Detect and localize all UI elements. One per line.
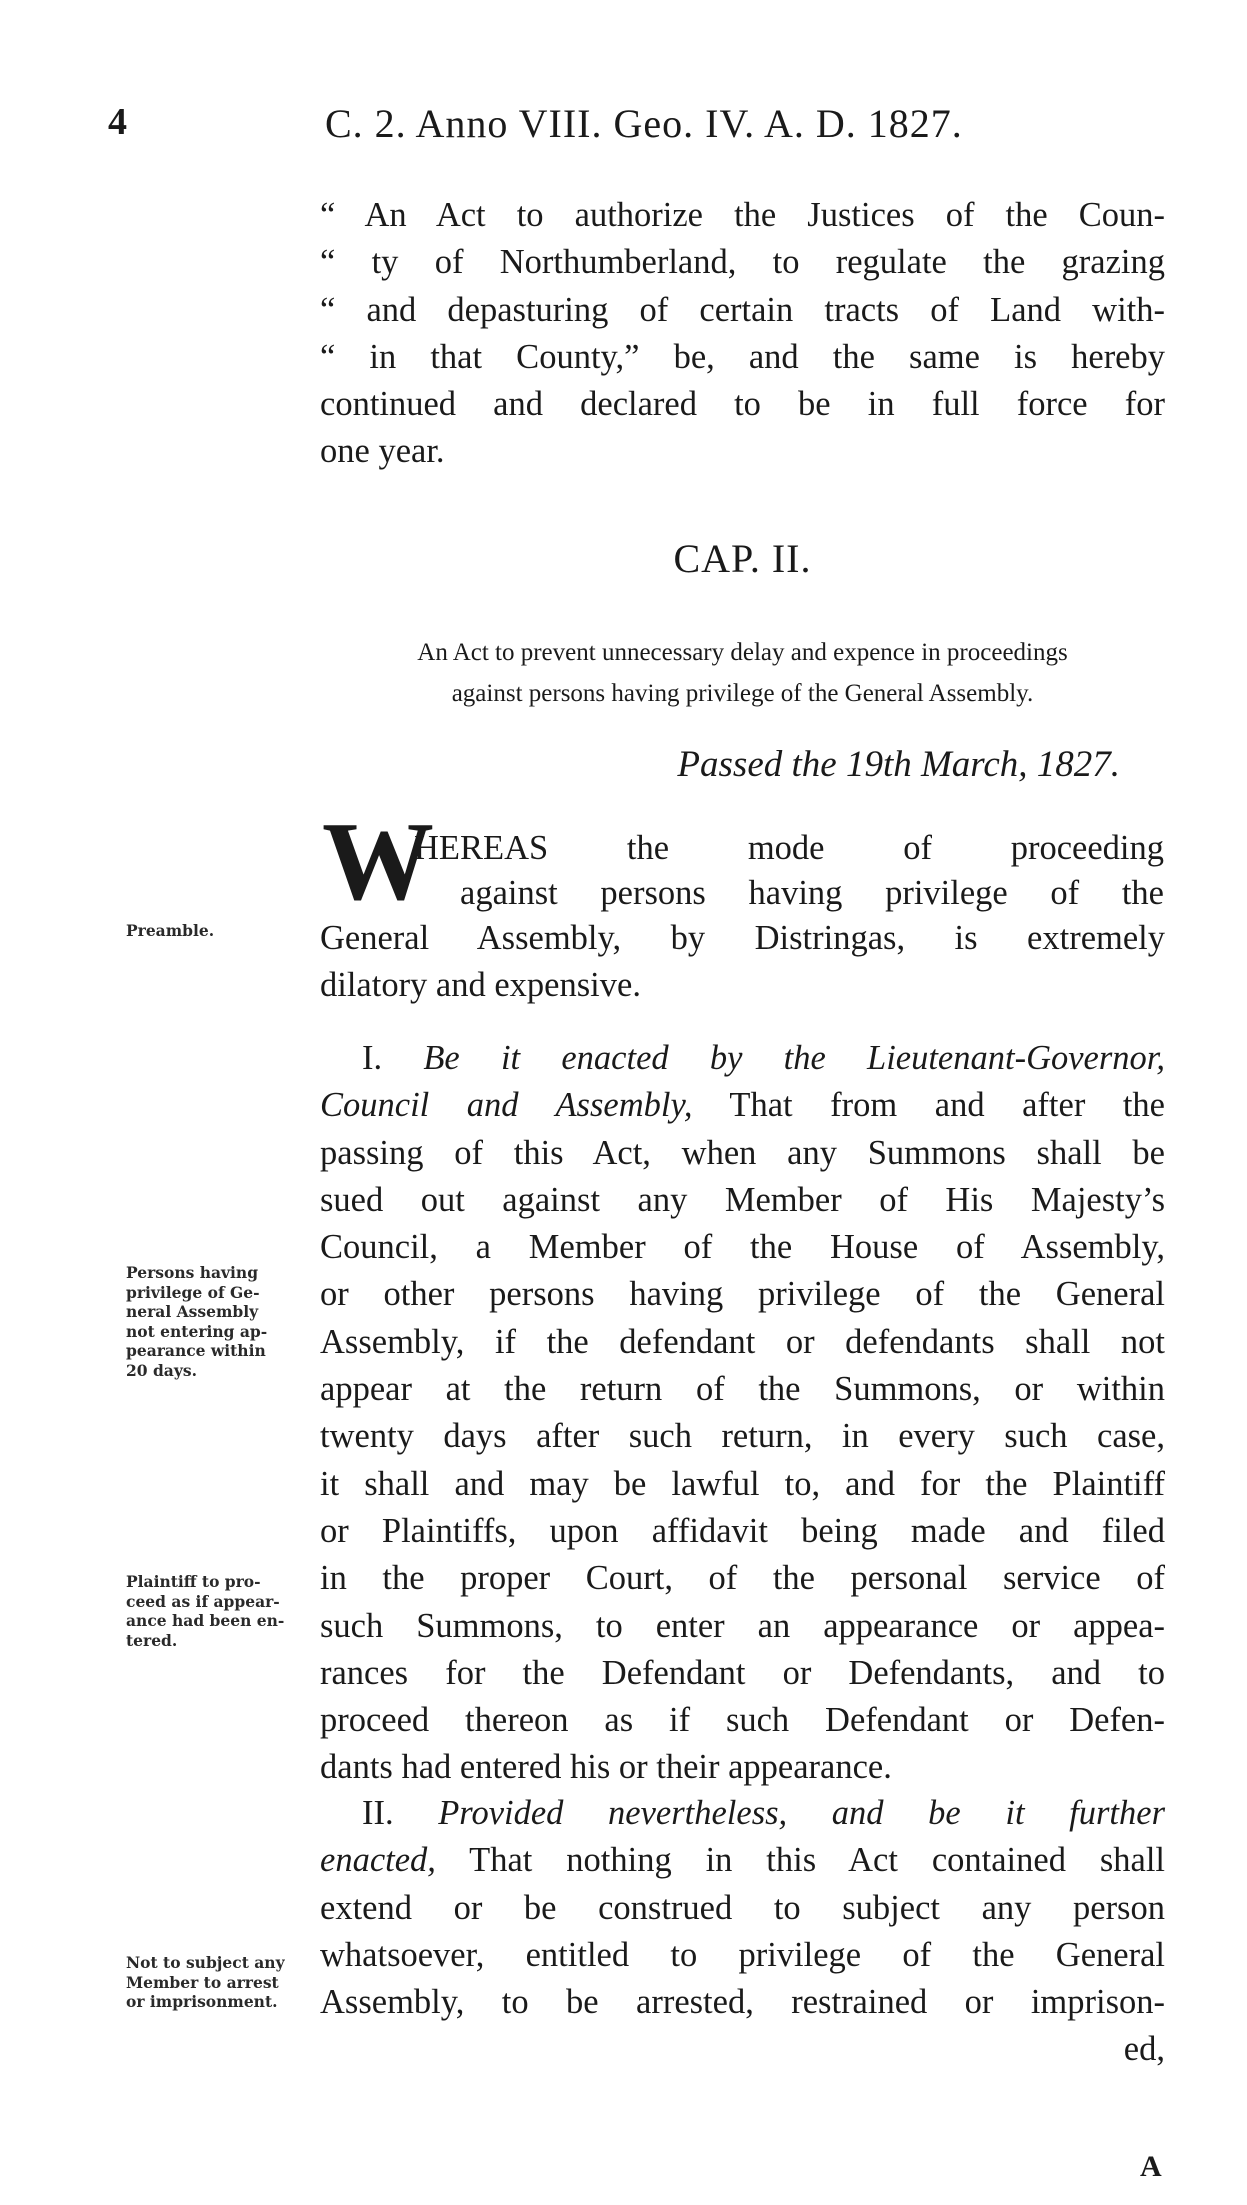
note-line: Not to subject any [126, 1953, 285, 1972]
proviso-clause: enacted, [320, 1841, 436, 1880]
text-line: twenty days after such return, in every such case, [320, 1417, 1165, 1456]
signature-mark: A [1140, 2150, 1162, 2183]
text-line: dilatory and expensive. [320, 966, 641, 1005]
text-line: “ and depasturing of certain tracts of Land with- [320, 290, 1165, 329]
note-line: not entering ap- [126, 1321, 268, 1341]
enacting-clause: Be it enacted by the Lieutenant-Governor, [423, 1039, 1166, 1077]
text-line: appear at the return of the Summons, or within [320, 1370, 1165, 1409]
text-line: proceed thereon as if such Defendant or Defen- [320, 1701, 1165, 1740]
section-number: II. [362, 1794, 394, 1832]
note-line: tered. [126, 1630, 178, 1650]
chapter-title: CAP. II. [673, 536, 812, 581]
description-line: against persons having privilege of the General Assembly. [451, 680, 1034, 707]
note-line: ceed as if appear- [126, 1591, 280, 1611]
text-line: against persons having privilege of the [460, 874, 1164, 912]
text-line: Council, a Member of the House of Assembly, [320, 1228, 1165, 1267]
text-line: continued and declared to be in full force for [320, 385, 1165, 424]
section-1 [320, 1035, 1165, 1792]
text-line [320, 1837, 1165, 1884]
section-number: I. [362, 1039, 383, 1077]
drop-cap: W [322, 800, 434, 924]
note-line: Persons having [126, 1263, 259, 1282]
text-line [320, 1082, 1165, 1129]
section-2 [320, 1790, 1165, 2074]
note-line: Plaintiff to pro- [126, 1572, 261, 1591]
text-fragment: That from and after the [692, 1086, 1165, 1125]
marginal-note-preamble [126, 921, 316, 941]
text-line: “ ty of Northumberland, to regulate the grazing [320, 243, 1165, 282]
text-line: whatsoever, entitled to privilege of the General [320, 1935, 1165, 1974]
note-line: 20 days. [126, 1360, 197, 1380]
note-line: ance had been en- [126, 1611, 285, 1630]
note-line: Preamble. [126, 921, 215, 940]
running-head: C. 2. Anno VIII. Geo. IV. A. D. 1827. [325, 101, 963, 146]
note-line: or imprisonment. [126, 1992, 278, 2011]
marginal-note-plaintiff [126, 1572, 316, 1650]
text-line: HEREAS the mode of proceeding [414, 829, 1164, 867]
text-line [320, 1790, 1165, 1837]
preamble-first-lines [414, 826, 1164, 916]
text-line: one year. [320, 432, 445, 471]
text-line: extend or be construed to subject any person [320, 1888, 1165, 1927]
text-line: Assembly, to be arrested, restrained or imprison- [320, 1983, 1165, 2022]
text-line: Assembly, if the defendant or defendants shall not [320, 1322, 1165, 1361]
text-line: such Summons, to enter an appearance or appea- [320, 1606, 1165, 1645]
passed-date: Passed the 19th March, 1827. [677, 744, 1120, 785]
text-line [320, 1035, 1165, 1082]
text-line: passing of this Act, when any Summons shall be [320, 1133, 1165, 1172]
description-line: An Act to prevent unnecessary delay and expence in proceedings [417, 639, 1068, 666]
proviso-clause: Provided nevertheless, and be it further [438, 1794, 1165, 1832]
preamble-body [320, 915, 1165, 1010]
text-line: General Assembly, by Distringas, is extremely [320, 919, 1165, 957]
note-line: privilege of Ge- [126, 1282, 260, 1302]
text-line: ed, [1123, 2030, 1165, 2069]
text-line: sued out against any Member of His Majesty’s [320, 1180, 1165, 1219]
chapter-description [320, 632, 1165, 714]
text-line: it shall and may be lawful to, and for the Plaintiff [320, 1464, 1165, 1503]
text-line: or Plaintiffs, upon affidavit being made and filed [320, 1511, 1165, 1550]
enacting-clause: Council and Assembly, [320, 1086, 693, 1125]
text-line: “ An Act to authorize the Justices of the Coun- [320, 196, 1165, 234]
marginal-note-not-to-subject [126, 1953, 316, 2012]
text-line: dants had entered his or their appearance. [320, 1748, 892, 1787]
chapter1-continuation [320, 192, 1165, 476]
marginal-note-persons-having-privilege [126, 1263, 316, 1380]
page-number: 4 [108, 101, 127, 143]
text-line: “ in that County,” be, and the same is hereby [320, 337, 1165, 376]
text-line: or other persons having privilege of the General [320, 1275, 1165, 1314]
text-fragment: That nothing in this Act contained shall [435, 1841, 1165, 1880]
note-line: Member to arrest [126, 1972, 279, 1992]
text-line: in the proper Court, of the personal service of [320, 1559, 1165, 1598]
note-line: neral Assembly [126, 1302, 259, 1321]
text-line: rances for the Defendant or Defendants, and to [320, 1653, 1165, 1692]
note-line: pearance within [126, 1341, 266, 1360]
